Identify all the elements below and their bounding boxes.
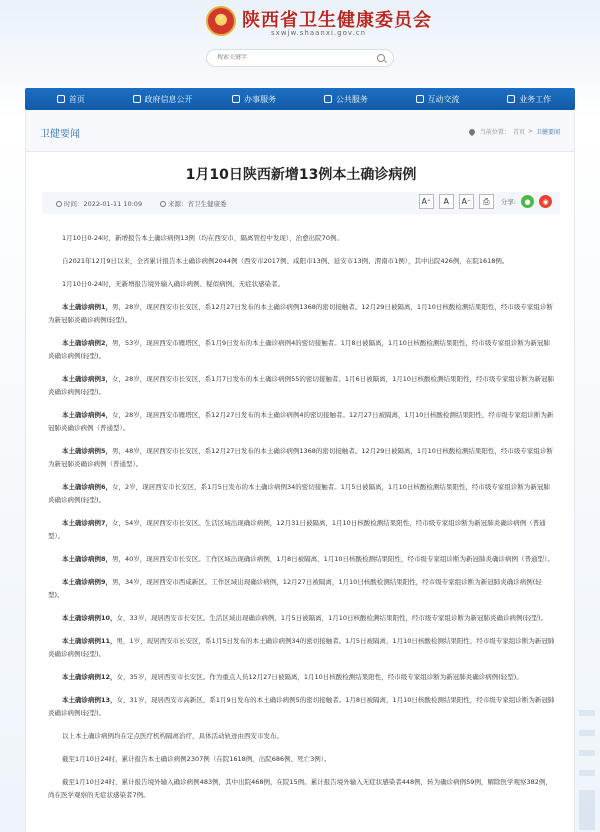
breadcrumb-current[interactable]: 卫健要闻 xyxy=(535,129,560,136)
article-meta xyxy=(42,192,560,214)
case-label: 本土确诊病例11， xyxy=(62,637,117,645)
article-paragraph: 本土确诊病例5，男，48岁，现居西安市长安区，系12月27日发布的本土确诊病例1368的密切接触者。12月29日被隔离，1月10日核酸检测结果阳性，经市级专家组诊断为新冠肺炎确诊病例（普通型）。 xyxy=(48,447,553,468)
weibo-share-icon[interactable]: ◉ xyxy=(539,195,552,208)
breadcrumb: 当前位置： 首页 > 卫健要闻 xyxy=(469,127,560,136)
article-paragraph: 本土确诊病例8，男，40岁，现居西安市长安区。工作区域出现确诊病例，1月8日被隔离，1月10日核酸检测结果阳性，经市级专家组诊断为新冠肺炎确诊病例（普通型）。 xyxy=(62,555,554,563)
search-box[interactable] xyxy=(206,49,394,67)
article-paragraph: 1月10日0-24时，无新增报告境外输入确诊病例、疑似病例、无症状感染者。 xyxy=(62,280,285,288)
site-title[interactable]: 陕西省卫生健康委员会 xyxy=(242,10,432,31)
case-label: 本土确诊病例13， xyxy=(62,696,117,704)
print-button[interactable]: ⎙ xyxy=(479,194,494,209)
nav-item-business[interactable]: 业务工作 xyxy=(483,88,575,110)
content-panel xyxy=(25,110,575,832)
home-icon xyxy=(57,95,65,103)
case-label: 本土确诊病例4， xyxy=(62,411,113,419)
case-label: 本土确诊病例2， xyxy=(62,339,113,347)
main-nav xyxy=(25,88,575,110)
breadcrumb-home[interactable]: 首页 xyxy=(512,129,525,136)
article-paragraph: 本土确诊病例2，男，53岁，现居西安市雁塔区，系1月9日发布的本土确诊病例4的密切接触者。1月8日被隔离，1月10日核酸检测结果阳性，经市级专家组诊断为新冠肺炎确诊病例(轻型)。 xyxy=(48,339,550,360)
section-bar xyxy=(26,110,574,152)
share-label: 分享: xyxy=(500,198,516,206)
article-body xyxy=(48,232,556,812)
case-label: 本土确诊病例5， xyxy=(62,447,113,455)
decorative-pagoda xyxy=(575,700,600,832)
source-icon xyxy=(160,201,166,207)
article-title: 1月10日陕西新增13例本土确诊病例 xyxy=(185,167,417,183)
article-tools xyxy=(419,194,552,209)
case-label: 本土确诊病例7， xyxy=(62,519,113,527)
nav-item-services[interactable]: 办事服务 xyxy=(208,88,300,110)
font-larger-button[interactable]: A⁺ xyxy=(419,194,434,209)
article-paragraph: 以上本土确诊病例均在定点医疗机构隔离治疗，具体活动轨迹由西安市发布。 xyxy=(62,732,283,740)
article-source: 来源：省卫生健康委 xyxy=(168,200,227,208)
site-domain: sxwjw.shaanxi.gov.cn xyxy=(271,29,367,37)
article-paragraph: 本土确诊病例9，男，34岁，现居西安市西咸新区。工作区域出现确诊病例，12月27日被隔离，1月10日核酸检测结果阳性，经市级专家组诊断为新冠肺炎确诊病例(轻型)。 xyxy=(48,578,542,599)
article-paragraph: 本土确诊病例1，男，28岁，现居西安市长安区，系12月27日发布的本土确诊病例1368的密切接触者。12月29日被隔离，1月10日核酸检测结果阳性，经市级专家组诊断为新冠肺炎确诊病例(轻型)。 xyxy=(48,303,553,324)
article-paragraph: 本土确诊病例4，女，28岁，现居西安市雁塔区，系12月27日发布的本土确诊病例4的密切接触者。12月27日被隔离，1月10日核酸检测结果阳性，经市级专家组诊断为新冠肺炎确诊病例（普通型）。 xyxy=(48,411,554,432)
clock-icon xyxy=(56,201,62,207)
case-label: 本土确诊病例3， xyxy=(62,375,113,383)
article-paragraph: 本土确诊病例11，男，1岁，现居西安市长安区，系1月5日发布的本土确诊病例34的密切接触者。1月5日被隔离，1月10日核酸检测结果阳性，经市级专家组诊断为新冠肺炎确诊病例(轻型)。 xyxy=(48,637,555,658)
public-icon xyxy=(324,95,332,103)
article-paragraph: 自2021年12月9日以来，全省累计报告本土确诊病例2044例（西安市2017例、咸阳市13例、延安市13例、渭南市1例），其中出院426例，在院1618例。 xyxy=(62,257,509,265)
site-header xyxy=(0,0,600,84)
article-paragraph: 本土确诊病例13，女，31岁，现居西安市高新区，系1月9日发布的本土确诊病例5的密切接触者。1月8日被隔离，1月10日核酸检测结果阳性，经市级专家组诊断为新冠肺炎确诊病例(轻型)。 xyxy=(48,696,555,717)
publish-time: 时间：2022-01-11 10:09 xyxy=(64,200,143,208)
briefcase-icon xyxy=(507,95,515,103)
article-paragraph: 截至1月10日24时，累计报告本土确诊病例2307例（在院1618例、出院686例、死亡3例）。 xyxy=(62,755,331,763)
nav-item-public[interactable]: 公共服务 xyxy=(300,88,392,110)
case-label: 本土确诊病例9， xyxy=(62,578,113,586)
article-paragraph: 本土确诊病例7，女，54岁，现居西安市长安区。生活区域出现确诊病例，12月31日被隔离，1月10日核酸检测结果阳性，经市级专家组诊断为新冠肺炎确诊病例（普通型）。 xyxy=(48,519,546,540)
font-normal-button[interactable]: A xyxy=(439,194,454,209)
case-label: 本土确诊病例10， xyxy=(62,614,117,622)
article-paragraph: 本土确诊病例6，女，2岁，现居西安市长安区，系1月5日发布的本土确诊病例34的密切接触者。1月5日被隔离，1月10日核酸检测结果阳性，经市级专家组诊断为新冠肺炎确诊病例(轻型)。 xyxy=(48,483,550,504)
case-label: 本土确诊病例8， xyxy=(62,555,113,563)
case-label: 本土确诊病例6， xyxy=(62,483,113,491)
search-icon[interactable] xyxy=(377,54,385,62)
document-icon xyxy=(133,95,141,103)
location-pin-icon xyxy=(468,127,476,135)
wechat-share-icon[interactable]: ● xyxy=(521,195,534,208)
nav-item-interaction[interactable]: 互动交流 xyxy=(392,88,484,110)
article-paragraph: 截至1月10日24时，累计报告境外输入确诊病例483例，其中出院468例，在院15例。累计报告境外输入无症状感染者448例，转为确诊病例59例，解除医学观察382例，尚在医学观察的无症状感染者7例。 xyxy=(48,778,552,799)
section-title: 卫健要闻 xyxy=(40,129,80,140)
article-paragraph: 本土确诊病例3，女，28岁，现居西安市长安区，系1月7日发布的本土确诊病例55的密切接触者。1月6日被隔离，1月10日核酸检测结果阳性，经市级专家组诊断为新冠肺炎确诊病例(轻型)。 xyxy=(48,375,555,396)
service-icon xyxy=(232,95,240,103)
national-emblem-icon xyxy=(206,6,236,36)
nav-item-gov-info[interactable]: 政府信息公开 xyxy=(117,88,209,110)
article-paragraph: 1月10日0-24时，新增报告本土确诊病例13例（均在西安市，隔离管控中发现），治愈出院70例。 xyxy=(62,234,343,242)
article-paragraph: 本土确诊病例12，女，35岁，现居西安市长安区。作为重点人员12月27日被隔离，1月10日核酸检测结果阳性，经市级专家组诊断为新冠肺炎确诊病例(轻型)。 xyxy=(62,673,523,681)
article-paragraph: 本土确诊病例10，女，33岁，现居西安市长安区。生活区域出现确诊病例，1月5日被隔离，1月10日核酸检测结果阳性，经市级专家组诊断为新冠肺炎确诊病例(轻型)。 xyxy=(62,614,548,622)
font-smaller-button[interactable]: A⁻ xyxy=(459,194,474,209)
nav-item-home[interactable]: 首页 xyxy=(25,88,117,110)
case-label: 本土确诊病例1， xyxy=(62,303,113,311)
search-input[interactable] xyxy=(217,54,367,61)
case-label: 本土确诊病例12， xyxy=(62,673,117,681)
chat-icon xyxy=(416,95,424,103)
